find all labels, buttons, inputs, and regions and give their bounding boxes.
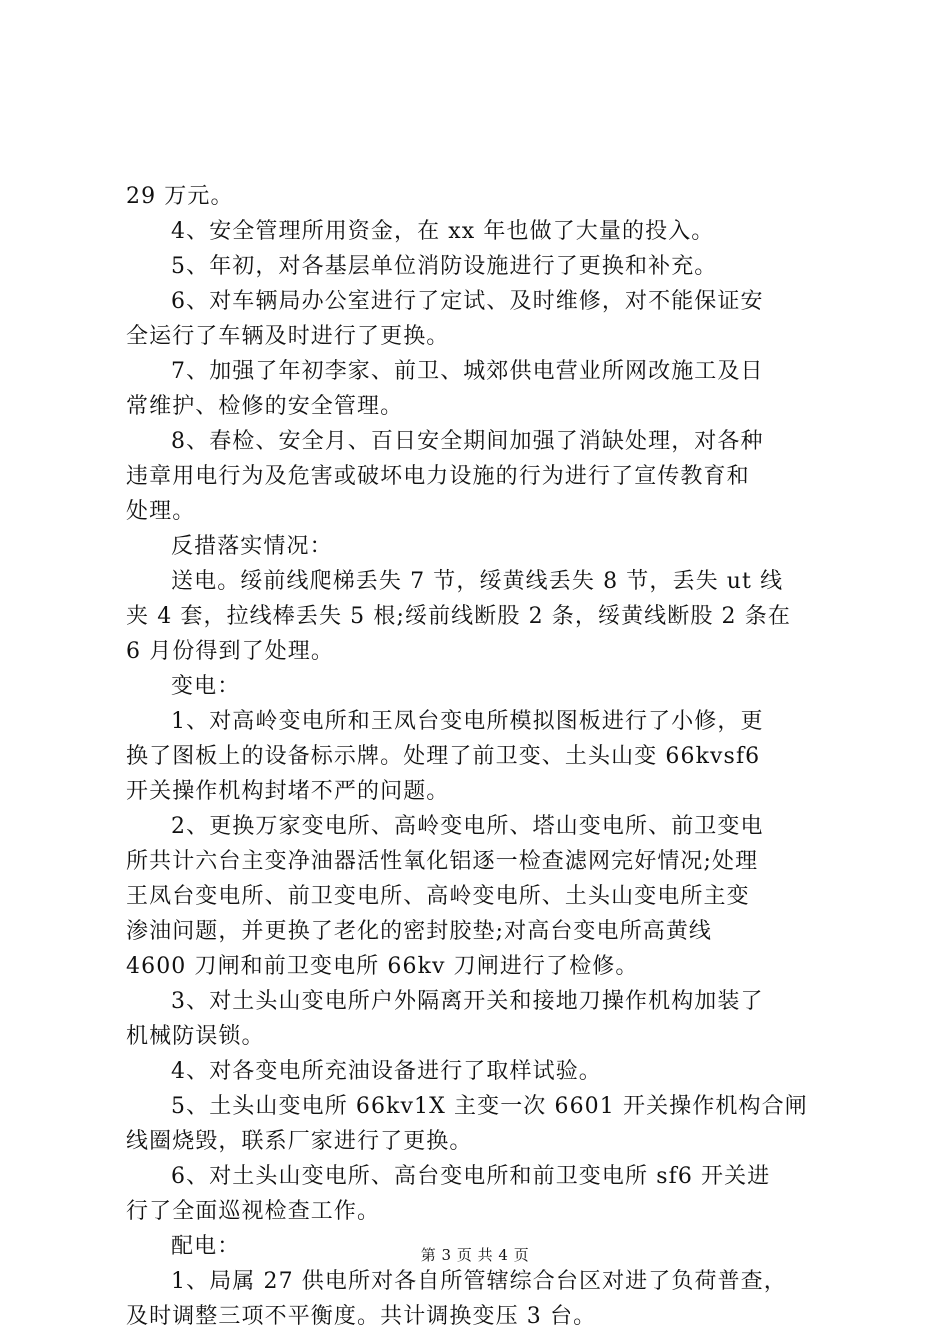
text-line: 所共计六台主变净油器活性氧化铝逐一检查滤网完好情况;处理 (126, 849, 759, 874)
text-line: 变电： (171, 674, 241, 699)
text-line: 配电： (171, 1234, 241, 1259)
text-line: 4600 刀闸和前卫变电所 66kv 刀闸进行了检修。 (126, 954, 639, 979)
text-line: 违章用电行为及危害或破坏电力设施的行为进行了宣传教育和 (126, 464, 750, 489)
text-line: 1、局属 27 供电所对各自所管辖综合台区对进了负荷普查， (171, 1269, 787, 1294)
page-footer: 第 3 页 共 4 页 (420, 1246, 530, 1264)
text-line: 2、更换万家变电所、高岭变电所、塔山变电所、前卫变电 (171, 814, 764, 839)
text-line: 5、土头山变电所 66kv1X 主变一次 6601 开关操作机构合闸 (171, 1094, 808, 1119)
text-line: 5、年初，对各基层单位消防设施进行了更换和补充。 (171, 254, 718, 279)
text-line: 反措落实情况： (171, 534, 333, 559)
text-line: 换了图板上的设备标示牌。处理了前卫变、土头山变 66kvsf6 (126, 744, 761, 769)
text-line: 全运行了车辆及时进行了更换。 (126, 324, 450, 349)
text-line: 送电。绥前线爬梯丢失 7 节，绥黄线丢失 8 节，丢失 ut 线 (171, 569, 784, 594)
text-line: 夹 4 套，拉线棒丢失 5 根;绥前线断股 2 条，绥黄线断股 2 条在 (126, 604, 791, 629)
text-line: 1、对高岭变电所和王凤台变电所模拟图板进行了小修，更 (171, 709, 764, 734)
text-line: 行了全面巡视检查工作。 (126, 1199, 381, 1224)
text-line: 6、对车辆局办公室进行了定试、及时维修，对不能保证安 (171, 289, 764, 314)
text-line: 线圈烧毁，联系厂家进行了更换。 (126, 1129, 473, 1154)
text-line: 6、对土头山变电所、高台变电所和前卫变电所 sf6 开关进 (171, 1164, 771, 1189)
text-line: 处理。 (126, 499, 196, 524)
text-line: 3、对土头山变电所户外隔离开关和接地刀操作机构加装了 (171, 989, 764, 1014)
text-line: 29 万元。 (126, 184, 234, 209)
text-line: 4、对各变电所充油设备进行了取样试验。 (171, 1059, 602, 1084)
text-line: 开关操作机构封堵不严的问题。 (126, 779, 450, 804)
text-line: 王凤台变电所、前卫变电所、高岭变电所、土头山变电所主变 (126, 884, 750, 909)
text-line: 机械防误锁。 (126, 1024, 265, 1049)
text-line: 6 月份得到了处理。 (126, 639, 334, 664)
text-line: 7、加强了年初李家、前卫、城郊供电营业所网改施工及日 (171, 359, 764, 384)
text-line: 4、安全管理所用资金，在 xx 年也做了大量的投入。 (171, 219, 715, 244)
text-line: 常维护、检修的安全管理。 (126, 394, 404, 419)
document-body (126, 179, 846, 1334)
text-line: 及时调整三项不平衡度。共计调换变压 3 台。 (126, 1304, 597, 1329)
text-line: 8、春检、安全月、百日安全期间加强了消缺处理，对各种 (171, 429, 764, 454)
text-line: 渗油问题，并更换了老化的密封胶垫;对高台变电所高黄线 (126, 919, 713, 944)
